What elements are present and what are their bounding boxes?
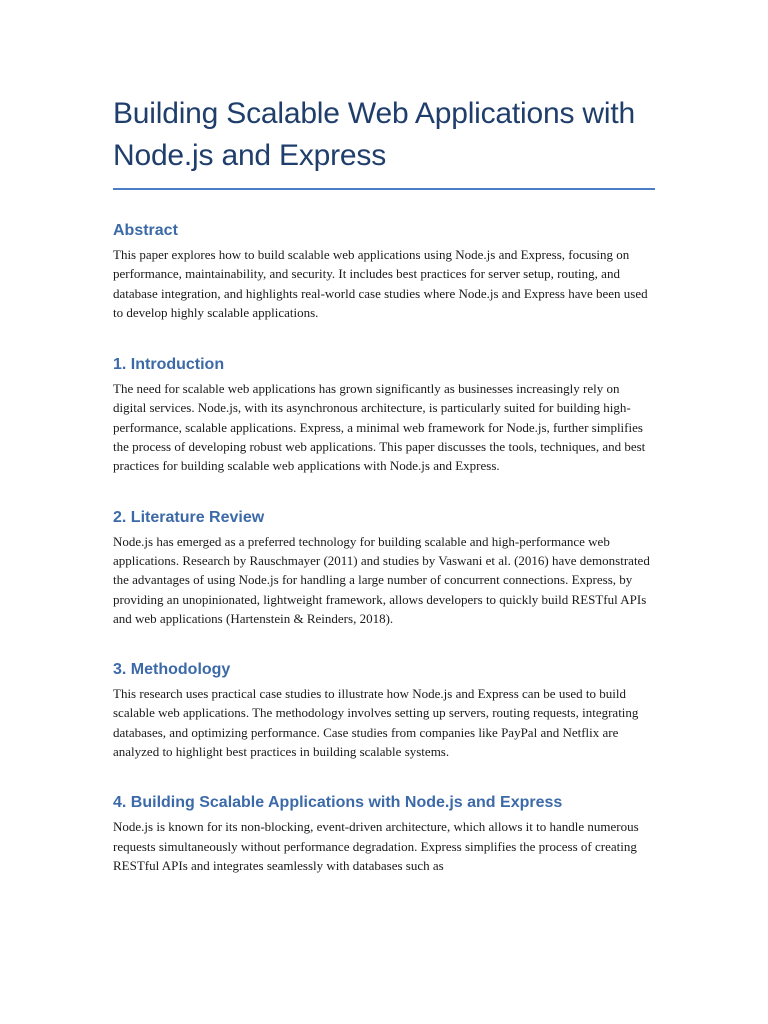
section-heading-building-scalable-applications: 4. Building Scalable Applications with Node.js and Express [113,794,563,812]
section-heading-introduction: 1. Introduction [113,356,225,374]
section-building-scalable-applications [113,792,655,875]
section-body-literature-review: Node.js has emerged as a preferred technology for building scalable and high-performance web applications. Research by Rauschmayer (2011) and studies by Vaswani et al. (2016) have demonstrated the advantages of using Node.js for handling a large number of concurrent connections. Express, by providing an unopinionated, lightweight framework, allows developers to quickly build RESTful APIs and web applications (Hartenstein & Reinders, 2018). [113,533,650,626]
section-literature-review [113,507,655,628]
section-heading-abstract: Abstract [113,222,178,239]
section-heading-literature-review: 2. Literature Review [113,508,265,526]
section-methodology [113,659,655,761]
section-introduction [113,354,655,475]
section-heading-methodology: 3. Methodology [113,661,231,679]
section-body-introduction: The need for scalable web applications has grown significantly as businesses increasingly rely on digital services. Node.js, with its asynchronous architecture, is particularly suited for building high-performance, scalable applications. Express, a minimal web framework for Node.js, further simplifies the process of developing robust web applications. This paper discusses the tools, techniques, and best practices for building scalable web applications with Node.js and Express. [113,381,646,474]
title-divider [113,188,655,190]
section-body-methodology: This research uses practical case studies to illustrate how Node.js and Express can be used to build scalable web applications. The methodology involves setting up servers, routing requests, integrating databases, and optimizing performance. Case studies from companies like PayPal and Netflix are analyzed to highlight best practices in building scalable systems. [113,686,639,760]
section-body-building-scalable-applications: Node.js is known for its non-blocking, event-driven architecture, which allows it to handle numerous requests simultaneously without performance degradation. Express simplifies the process of creating RESTful APIs and integrates seamlessly with databases such as [113,819,639,873]
section-body-abstract: This paper explores how to build scalable web applications using Node.js and Express, focusing on performance, maintainability, and security. It includes best practices for server setup, routing, and database integration, and highlights real-world case studies where Node.js and Express have been used to develop highly scalable applications. [113,247,648,320]
document-title: Building Scalable Web Applications with Node.js and Express [113,97,635,172]
section-abstract [113,220,655,322]
